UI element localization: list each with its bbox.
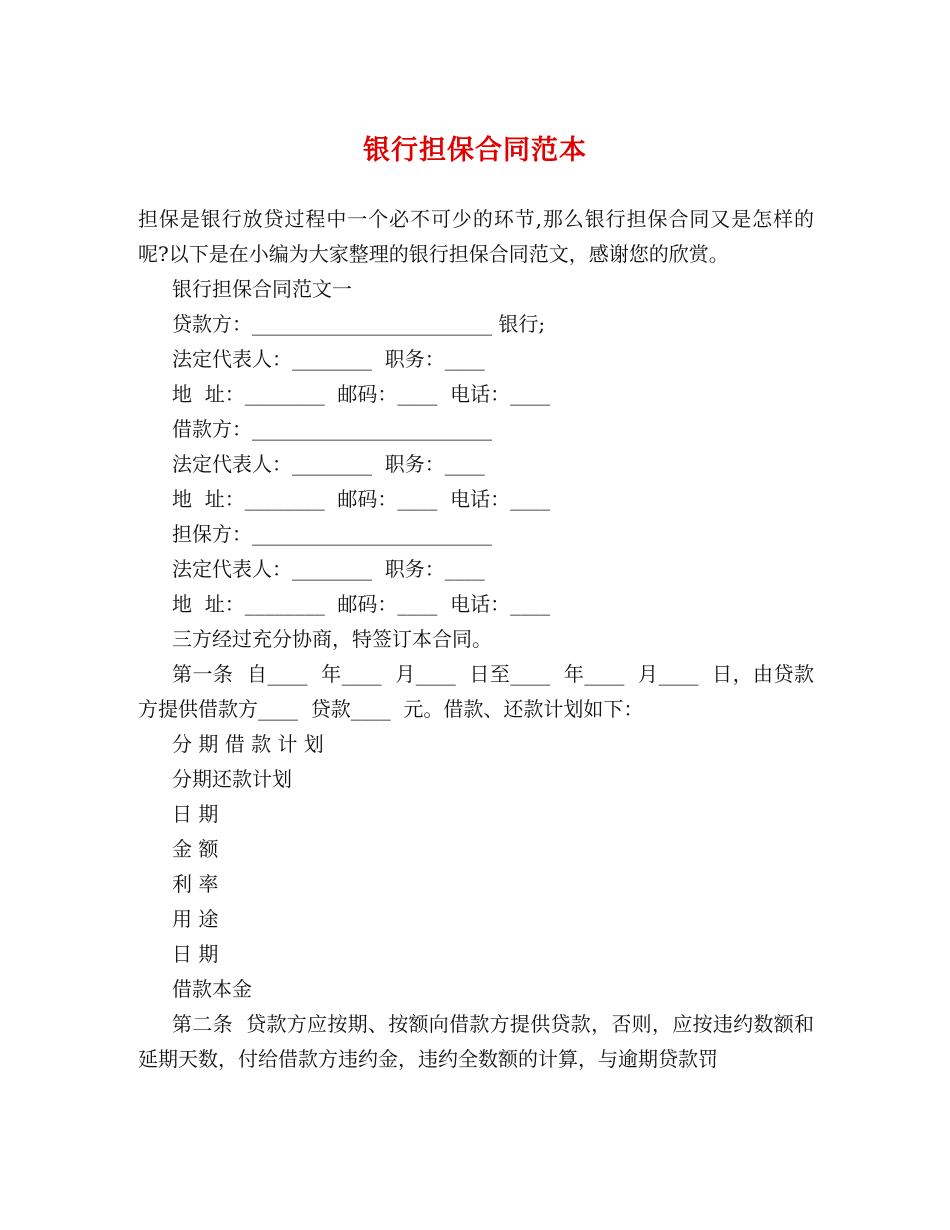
plan-repay-heading: 分期还款计划 — [172, 767, 292, 791]
lender-rep-line: 法定代表人：________ 职务：____ — [172, 347, 485, 371]
document-title: 银行担保合同范本 — [363, 135, 587, 166]
borrower-rep-line: 法定代表人：________ 职务：____ — [172, 452, 485, 476]
document-body — [138, 202, 814, 1077]
section-title: 银行担保合同范文一 — [172, 277, 352, 301]
guarantor-line: 担保方：________________________ — [172, 522, 492, 546]
column-date-1: 日 期 — [172, 802, 219, 826]
lender-line: 贷款方：________________________ 银行; — [172, 312, 546, 336]
intro-paragraph: 担保是银行放贷过程中一个必不可少的环节,那么银行担保合同又是怎样的呢?以下是在小编为大家整理的银行担保合同范文，感谢您的欣赏。 — [138, 207, 814, 266]
guarantor-address-line: 地 址：________ 邮码：____ 电话：____ — [172, 592, 551, 616]
lender-address-line: 地 址：________ 邮码：____ 电话：____ — [172, 382, 551, 406]
borrower-address-line: 地 址：________ 邮码：____ 电话：____ — [172, 487, 551, 511]
borrower-line: 借款方：________________________ — [172, 417, 492, 441]
column-rate: 利 率 — [172, 872, 219, 896]
column-date-2: 日 期 — [172, 942, 219, 966]
column-amount: 金 额 — [172, 837, 219, 861]
guarantor-rep-line: 法定代表人：________ 职务：____ — [172, 557, 485, 581]
article-1: 第一条 自____ 年____ 月____ 日至____ 年____ 月____ 日，由贷款方提供借款方____ 贷款____ 元。借款、还款计划如下： — [138, 662, 814, 721]
plan-borrow-heading: 分 期 借 款 计 划 — [172, 732, 324, 756]
column-use: 用 途 — [172, 907, 219, 931]
column-principal: 借款本金 — [172, 977, 252, 1001]
article-2: 第二条 贷款方应按期、按额向借款方提供贷款，否则，应按违约数额和延期天数，付给借款方违约金，违约全数额的计算，与逾期贷款罚 — [138, 1012, 814, 1071]
agreement-line: 三方经过充分协商，特签订本合同。 — [172, 627, 492, 651]
